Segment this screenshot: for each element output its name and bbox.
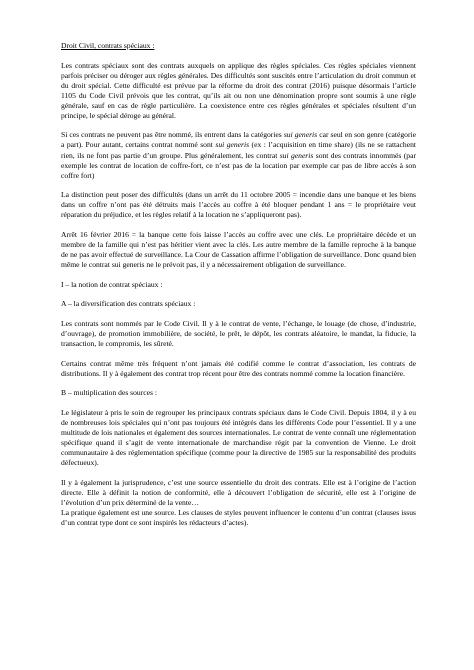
text-run: Si ces contrats ne peuvent pas être nommé, ils entrent dans la catégories — [61, 130, 284, 140]
paragraph-contrats-nommes: Les contrats sont nommés par le Code Civil. Il y à le contrat de vente, l’échange, le louage (de chose, d’industrie, d’ouvrage), de promotion immobilière, de société, le prêt, le dépôt, les contrats aléatoire, le mandat, la fiducie, la transaction, le compromis, les sûreté. — [61, 319, 416, 349]
text-run: sont des contrats innommés (par exemple les contrat de location de coffre-fort, ce n’est pas de la location par exemple car pas de libre accès à son coffre fort) — [61, 150, 416, 180]
paragraph-jurisprudence: Il y à également la jurisprudence, c’est une source essentielle du droit des contrats. Elle est à l’origine de l’action directe. Elle à définit la notion de conformité, elle à découvert l’obligation de sécurité, elle est à l’origine de l’évolution d’un prix déterminé de la vente… — [61, 477, 416, 508]
text-run: (ex : l’acquisition en time share) (ils ne se rattachent rien, ils ne font pas partie d’un groupe. Plus généralement, les contrat — [61, 140, 416, 160]
paragraph-pratique: La pratique également est une source. Les clauses de styles peuvent influencer le contenu d’un contrat (clauses issus d’un contrat type dont ce sont inspirés les rédacteurs d’actes). — [61, 508, 416, 528]
text-run: car seul en son genre (catégorie a part). Pour autant, certains contrat nommé sont — [61, 130, 416, 150]
paragraph-distinction: La distinction peut poser des difficultés (dans un arrêt du 11 octobre 2005 = incendie dans une banque et les biens dans un coffre n’ont pas été détruits mais l’accès au coffre à été bloquer pendant 1 ans = le propriétaire veut réparation du préjudice, et les règles relatif à la location ne s’appliqueront pas). — [61, 190, 416, 220]
paragraph-sui-generis — [61, 130, 416, 180]
document-body — [61, 41, 416, 538]
paragraph-legislateur: Le législateur à pris le soin de regrouper les principaux contrats spéciaux dans le Code Civil. Depuis 1804, il y à eu de nombreuses lois spéciales qui n’ont pas toujours été intégrés dans les différents Code pour l’essentiel. Il y a une multitude de lois nationales et également des sources internationales. Le contrat de vente connaît une réglementation spécifique quand il s’agit de vente internationale de marchandise régit par la convention de Vienne. Le droit communautaire à des réglementation spécifique (comme pour la directive de 1985 sur la responsabilité des produits défectueux). — [61, 408, 416, 468]
section-heading-B: B – multiplication des sources : — [61, 388, 157, 398]
paragraph-intro: Les contrats spéciaux sont des contrats auxquels on applique des règles spéciales. Ces règles spéciales viennent parfois préciser ou déroger aux règles générales. Des difficultés sont suscités entre l’articulation du droit commun et du droit spécial. Cette difficulté est prévue par la réforme du droit des contrat (2016) puisque désormais l’article 1105 du Code Civil prévois que les contrat, qu’ils ait ou non une dénomination propre sont soumis à une règle générale, sauf en cas de règle particulière. La coexistence entre ces règles générales et spéciales résultent d’un principe, le spécial déroge au général. — [61, 60, 416, 120]
section-heading-I: I – la notion de contrat spéciaux : — [61, 279, 163, 289]
document-title: Droit Civil, contrats spéciaux : — [61, 41, 155, 50]
italic-term: sui generis — [283, 130, 318, 140]
italic-term: sui generis — [279, 150, 314, 160]
paragraph-non-codifies: Certains contrat même très fréquent n’ont jamais été codifié comme le contrat d’association, les contrats de distributions. Il y à également des contrat trop récent pour être des contrats nommé comme la location financière. — [61, 358, 416, 378]
section-heading-A: A – la diversification des contrats spéciaux : — [61, 299, 196, 309]
paragraph-arret-2016: Arrêt 16 février 2016 = la banque cette fois laisse l’accès au coffre avec une clés. Le propriétaire décède et un membre de la famille qui n’est pas héritier vient avec la clés. Les autre membre de la famille reproche à la banque de ne pas avoir effectué de surveillance. La Cour de Cassation affirme l’obligation de surveillance. Donc quand bien même le contrat sui generis ne le prévoit pas, il y a nécessairement obligation de surveillance. — [61, 229, 416, 270]
italic-term: sui generis — [215, 140, 250, 150]
